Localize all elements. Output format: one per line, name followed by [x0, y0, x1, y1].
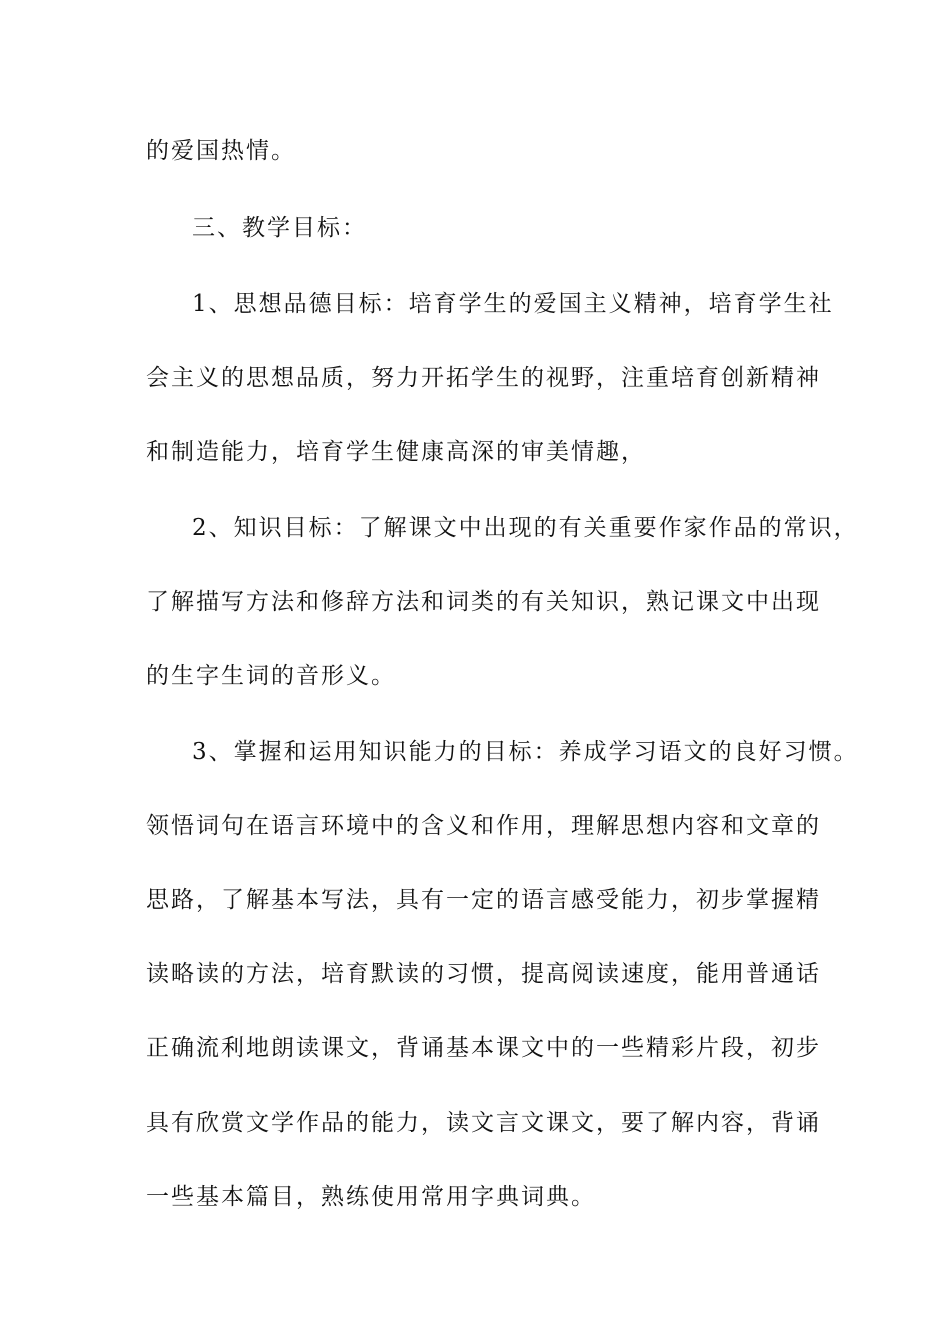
text-line: 3、掌握和运用知识能力的目标：养成学习语文的良好习惯。	[192, 739, 859, 765]
text-line: 具有欣赏文学作品的能力，读文言文课文，要了解内容，背诵	[146, 1110, 821, 1136]
text-line: 1、思想品德目标：培育学生的爱国主义精神，培育学生社	[192, 291, 834, 317]
text-line: 和制造能力，培育学生健康高深的审美情趣，	[146, 439, 646, 465]
text-line: 正确流利地朗读课文，背诵基本课文中的一些精彩片段，初步	[146, 1035, 821, 1061]
text-line: 读略读的方法，培育默读的习惯，提高阅读速度，能用普通话	[146, 961, 821, 987]
section-heading: 三、教学目标：	[192, 215, 367, 241]
text-line: 一些基本篇目，熟练使用常用字典词典。	[146, 1184, 596, 1210]
text-line: 的爱国热情。	[146, 138, 296, 164]
text-line: 领悟词句在语言环境中的含义和作用，理解思想内容和文章的	[146, 813, 821, 839]
text-line: 思路，了解基本写法，具有一定的语言感受能力，初步掌握精	[146, 887, 821, 913]
text-line: 了解描写方法和修辞方法和词类的有关知识，熟记课文中出现	[146, 589, 821, 615]
text-line: 的生字生词的音形义。	[146, 663, 396, 689]
text-line: 会主义的思想品质，努力开拓学生的视野，注重培育创新精神	[146, 365, 821, 391]
text-line: 2、知识目标：了解课文中出现的有关重要作家作品的常识，	[192, 515, 859, 541]
